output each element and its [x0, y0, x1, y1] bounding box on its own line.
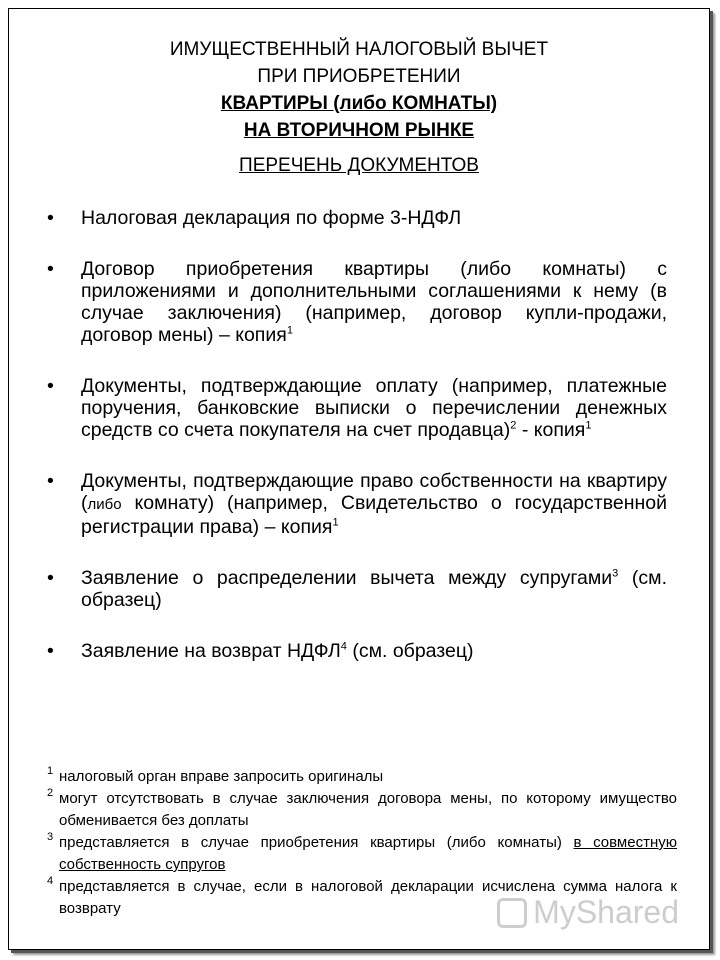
list-item: • Заявление на возврат НДФЛ$^4$ (см. образец) — [47, 640, 474, 662]
document-list — [9, 207, 709, 662]
footnote: 2 могут отсутствовать в случае заключения договора мены, по которому имущество обменивается без доплаты — [47, 787, 677, 829]
list-item: • Договор приобретения квартиры (либо комнаты) с приложениями и дополнительными соглашениями к нему (в случае заключения) (например, договор купли-продажи, договор мены) – копия$^1$ — [47, 258, 667, 346]
footnote: 4 представляется в случае, если в налоговой декларации исчислена сумма налога к возврату — [47, 875, 677, 917]
bullet-icon: • — [47, 207, 54, 229]
list-item: • Заявление о распределении вычета между супругами$^3$ (см. образец) — [47, 567, 667, 611]
list-item: • Документы, подтверждающие право собственности на квартиру (либо комнату) (например, Свидетельство о государственной регистрации права) – копия$^1$ — [47, 470, 667, 538]
watermark-logo-icon — [497, 898, 527, 928]
bullet-icon: • — [47, 258, 54, 280]
bullet-icon: • — [47, 567, 54, 589]
title-line-1: ИМУЩЕСТВЕННЫЙ НАЛОГОВЫЙ ВЫЧЕТ — [169, 39, 549, 60]
document-list-heading: ПЕРЕЧЕНЬ ДОКУМЕНТОВ — [239, 155, 479, 176]
title-line-2: ПРИ ПРИОБРЕТЕНИИ — [257, 66, 461, 87]
list-item: • Документы, подтверждающие оплату (например, платежные поручения, банковские выписки о перечислении денежных средств со счета покупателя на счет продавца)$^2$ - копия$^1$ — [47, 375, 667, 441]
bullet-icon: • — [47, 470, 54, 492]
document-slide — [8, 8, 710, 950]
bullet-icon: • — [47, 640, 54, 662]
footnote: 3 представляется в случае приобретения квартиры (либо комнаты) в совместную собственность супругов — [47, 831, 677, 873]
title-line-3: КВАРТИРЫ (либо КОМНАТЫ) — [220, 93, 498, 114]
footnote: 1 налоговый орган вправе запросить оригиналы — [47, 765, 384, 785]
list-item: • Налоговая декларация по форме 3-НДФЛ — [47, 207, 462, 229]
watermark: MyShared — [497, 894, 679, 931]
document-title — [9, 36, 709, 144]
bullet-icon: • — [47, 375, 54, 397]
title-line-4: НА ВТОРИЧНОМ РЫНКЕ — [243, 120, 475, 141]
